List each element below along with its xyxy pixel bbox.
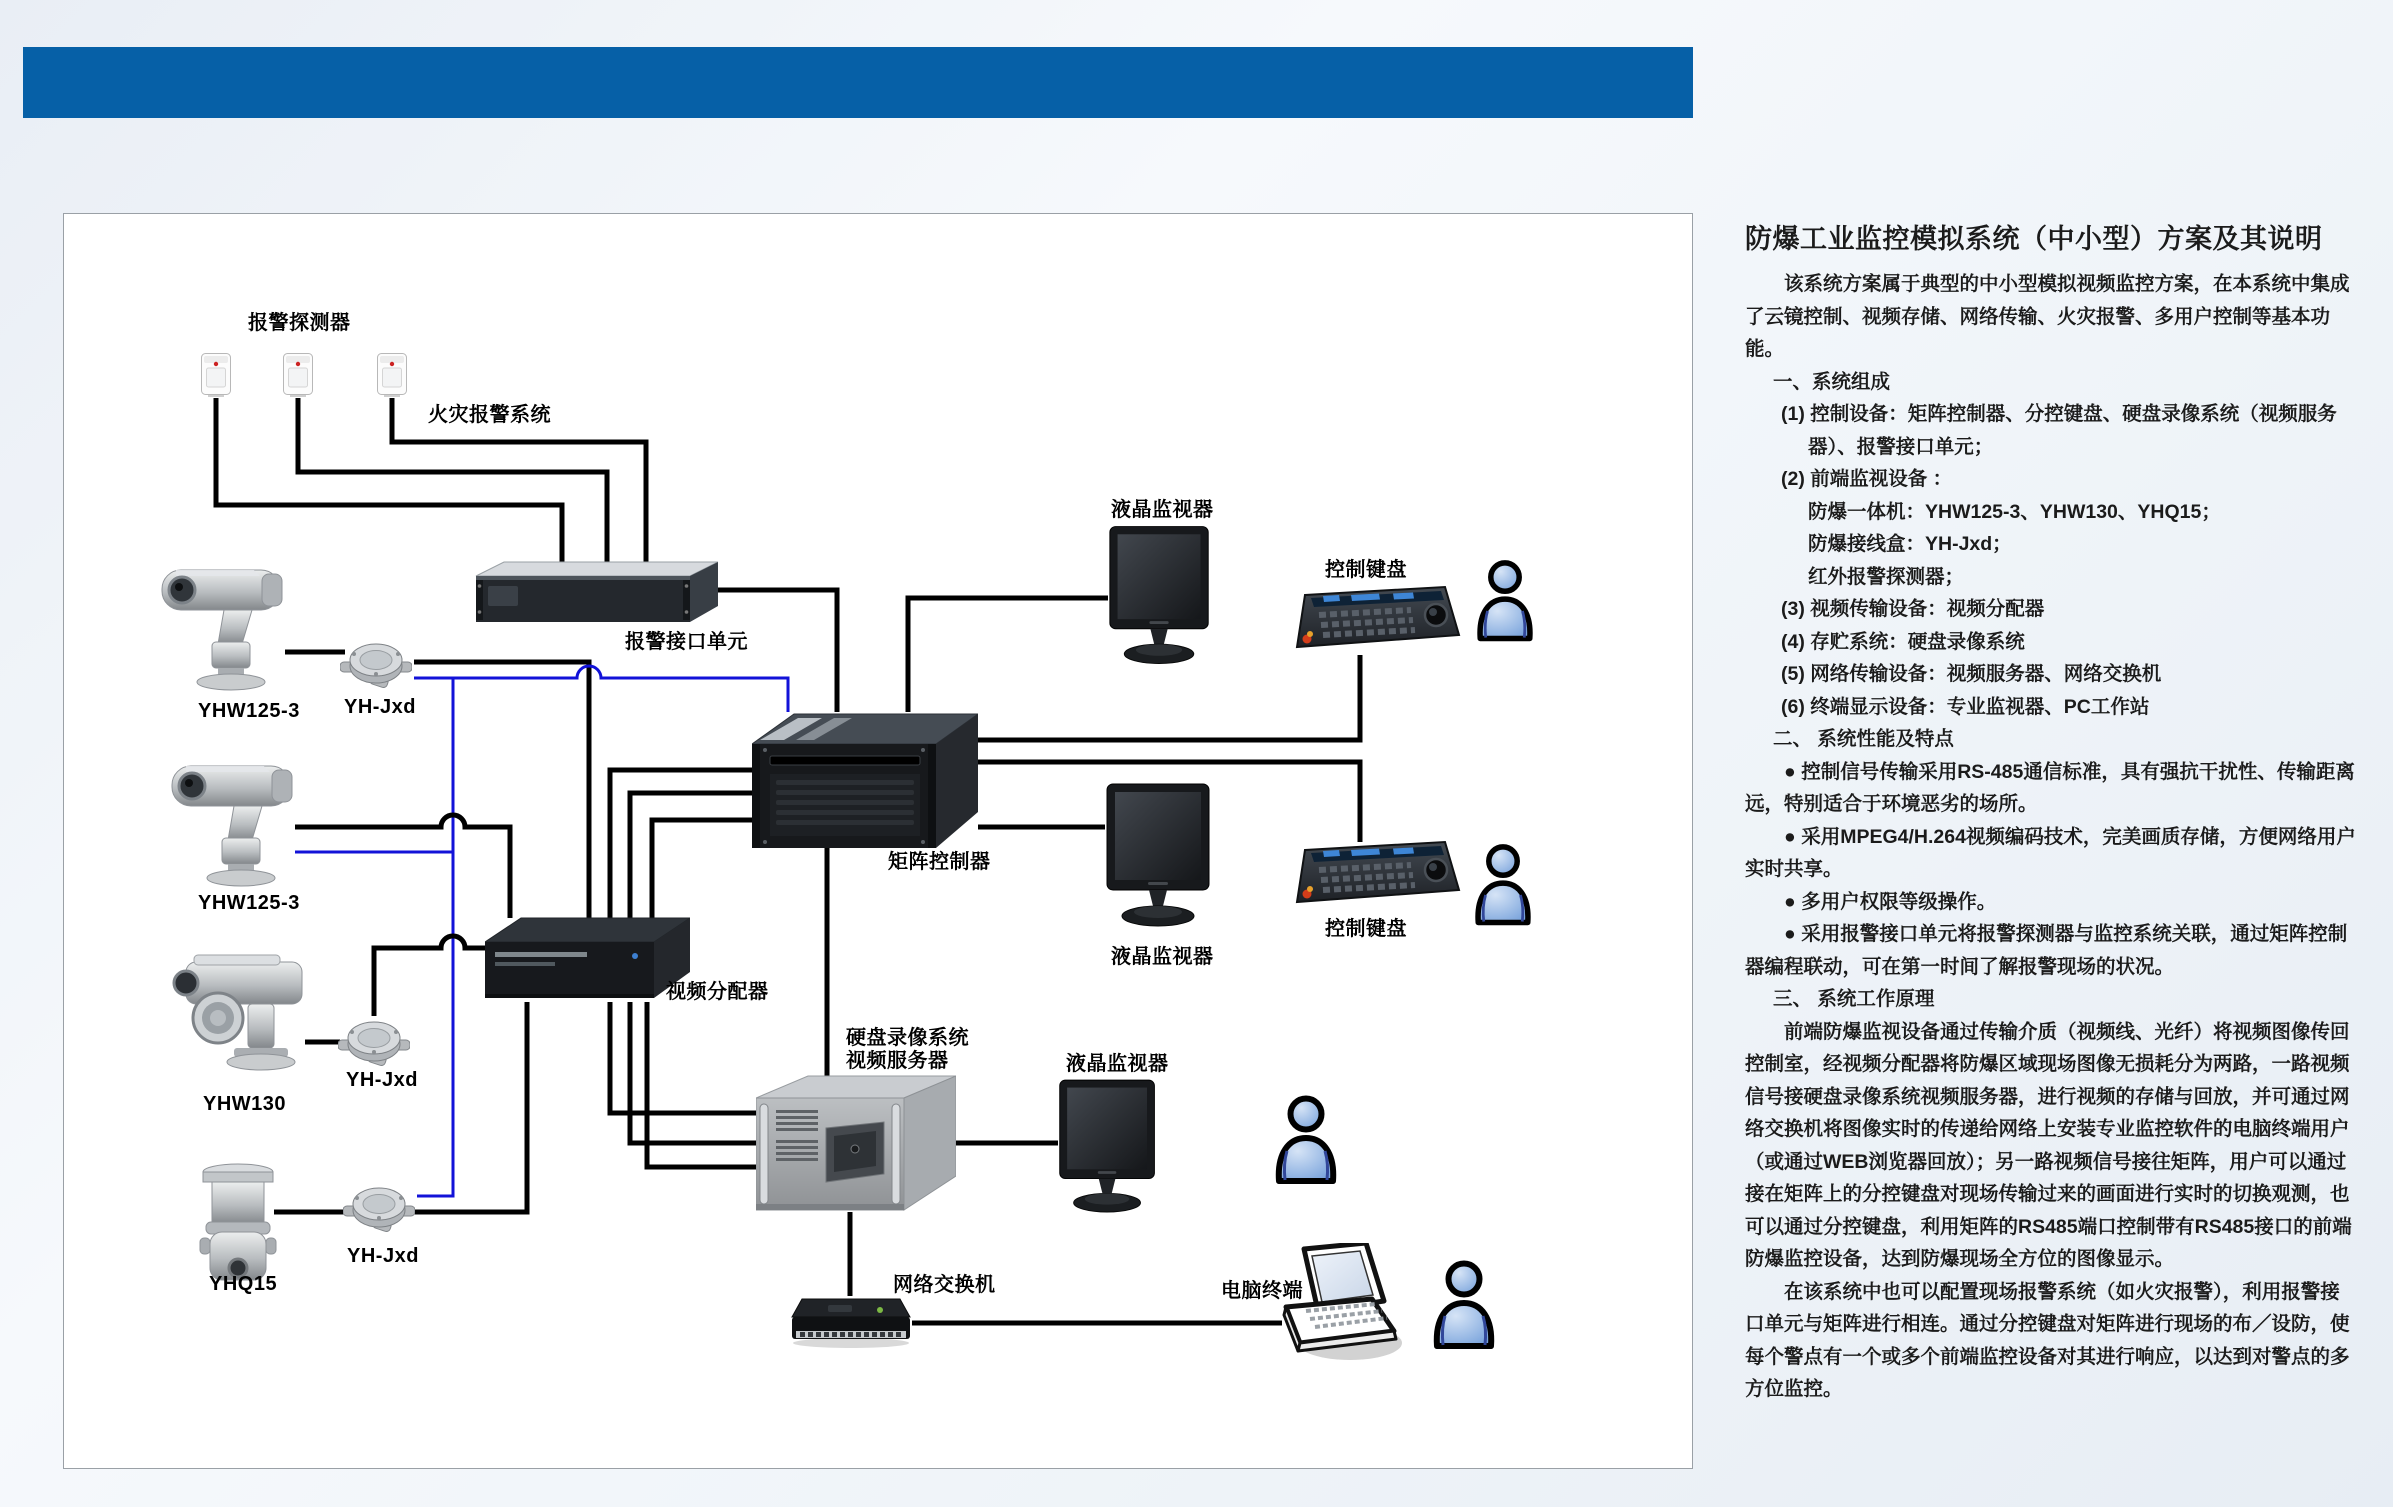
label-dvr-line2: 视频服务器 bbox=[846, 1050, 949, 1072]
label-alarm-interface-unit: 报警接口单元 bbox=[625, 631, 748, 653]
label-dvr-line1: 硬盘录像系统 bbox=[846, 1027, 969, 1049]
section-1-item: (3) 视频传输设备：视频分配器 bbox=[1781, 598, 2045, 620]
camera-yhw125-2 bbox=[168, 752, 300, 888]
label-control-keyboard-2: 控制键盘 bbox=[1325, 918, 1407, 940]
operator-3 bbox=[1270, 1093, 1342, 1185]
lcd-monitor-2 bbox=[1103, 782, 1215, 930]
article-intro: 该系统方案属于典型的中小型模拟视频监控方案，在本系统中集成了云镜控制、视频存储、网络传输、火灾报警、多用户控制等基本功能。 bbox=[1745, 273, 2350, 360]
matrix-controller bbox=[752, 708, 978, 850]
article bbox=[1745, 222, 2359, 1406]
section-2-heading: 二、 系统性能及特点 bbox=[1773, 728, 1954, 750]
section-2-bullet: ● 采用MPEG4/H.264视频编码技术，完美画质存储，方便网络用户实时共享。 bbox=[1745, 825, 2356, 880]
junction-box-3 bbox=[343, 1180, 415, 1232]
lcd-monitor-1 bbox=[1106, 524, 1214, 668]
label-video-distributor: 视频分配器 bbox=[666, 981, 769, 1003]
section-3-heading: 三、 系统工作原理 bbox=[1773, 988, 1935, 1010]
label-junction-1: YH-Jxd bbox=[344, 696, 416, 718]
section-1-item: (2) 前端监视设备 ： bbox=[1781, 468, 1953, 490]
operator-2 bbox=[1470, 840, 1536, 928]
label-camera-2: YHW125-3 bbox=[198, 892, 300, 914]
camera-yhw130 bbox=[160, 952, 310, 1076]
label-alarm-detectors: 报警探测器 bbox=[248, 312, 351, 334]
section-3-paragraph: 前端防爆监视设备通过传输介质（视频线、光纤）将视频图像传回控制室，经视频分配器将防爆区域现场图像无损耗分为两路，一路视频信号接硬盘录像系统视频服务器，进行视频的存储与回放，并可通过网络交换机将图像实时的传递给网络上安装专业监控软件的电脑终端用户（或通过WEB浏览器回放）；另一路视频信号接往矩阵，用户可以通过接在矩阵上的分控键盘对现场传输过来的画面进行实时的切换观测，也可以通过分控键盘，利用矩阵的RS485端口控制带有RS485接口的前端防爆监控设备，达到防爆现场全方位的图像显示。 bbox=[1745, 1020, 2352, 1270]
section-2-bullet: ● 控制信号传输采用RS-485通信标准，具有强抗干扰性、传输距离远，特别适合于环境恶劣的场所。 bbox=[1745, 760, 2355, 815]
section-1-item: (6) 终端显示设备：专业监视器、PC工作站 bbox=[1781, 695, 2150, 718]
label-lcd-monitor-3: 液晶监视器 bbox=[1066, 1053, 1169, 1075]
label-network-switch: 网络交换机 bbox=[893, 1274, 996, 1296]
video-server bbox=[756, 1074, 956, 1214]
alarm-interface-unit bbox=[474, 560, 718, 626]
section-1-item: (1) 控制设备：矩阵控制器、分控键盘、硬盘录像系统（视频服务器）、报警接口单元； bbox=[1781, 403, 2337, 458]
label-camera-3: YHW130 bbox=[203, 1093, 287, 1115]
label-pc-terminal: 电脑终端 bbox=[1221, 1280, 1303, 1302]
lcd-monitor-3 bbox=[1056, 1076, 1160, 1218]
section-3-paragraph: 在该系统中也可以配置现场报警系统（如火灾报警），利用报警接口单元与矩阵进行相连。通过分控键盘对矩阵进行现场的布／设防，使每个警点有一个或多个前端监控设备对其进行响应，以达到对警点的多方位监控。 bbox=[1745, 1280, 2350, 1400]
section-1-heading: 一、系统组成 bbox=[1773, 370, 1891, 393]
label-control-keyboard-1: 控制键盘 bbox=[1325, 559, 1407, 581]
operator-4 bbox=[1428, 1258, 1500, 1350]
video-distributor bbox=[485, 916, 690, 1004]
section-1-subitem: 防爆接线盒：YH-Jxd； bbox=[1808, 533, 2012, 555]
label-matrix-controller: 矩阵控制器 bbox=[888, 851, 991, 873]
label-lcd-monitor-1: 液晶监视器 bbox=[1111, 499, 1214, 521]
label-junction-2: YH-Jxd bbox=[346, 1069, 418, 1091]
control-keyboard-1 bbox=[1293, 583, 1463, 657]
label-fire-alarm-system: 火灾报警系统 bbox=[428, 404, 551, 426]
junction-box-1 bbox=[340, 636, 412, 688]
section-1-item: (5) 网络传输设备：视频服务器、网络交换机 bbox=[1781, 663, 2162, 685]
section-2-bullet: ● 采用报警接口单元将报警探测器与监控系统关联，通过矩阵控制器编程联动，可在第一时间了解报警现场的状况。 bbox=[1745, 923, 2348, 978]
laptop-terminal bbox=[1272, 1243, 1407, 1368]
label-lcd-monitor-2: 液晶监视器 bbox=[1111, 946, 1214, 968]
alarm-detector-1 bbox=[200, 352, 232, 398]
operator-1 bbox=[1472, 556, 1538, 644]
section-1-subitem: 防爆一体机：YHW125-3、YHW130、YHQ15； bbox=[1808, 500, 2221, 523]
alarm-detector-2 bbox=[282, 352, 314, 398]
camera-yhw125-1 bbox=[158, 556, 290, 692]
section-1-item: (4) 存贮系统：硬盘录像系统 bbox=[1781, 630, 2025, 653]
alarm-detector-3 bbox=[376, 352, 408, 398]
control-keyboard-2 bbox=[1293, 838, 1463, 912]
junction-box-2 bbox=[338, 1014, 410, 1066]
section-2-bullet: ● 多用户权限等级操作。 bbox=[1784, 890, 1997, 913]
label-camera-1: YHW125-3 bbox=[198, 700, 300, 722]
label-camera-4: YHQ15 bbox=[209, 1273, 278, 1295]
label-junction-3: YH-Jxd bbox=[347, 1245, 419, 1267]
article-title: 防爆工业监控模拟系统（中小型）方案及其说明 bbox=[1745, 224, 2323, 254]
section-1-subitem: 红外报警探测器； bbox=[1808, 565, 1965, 588]
network-switch bbox=[788, 1293, 913, 1351]
